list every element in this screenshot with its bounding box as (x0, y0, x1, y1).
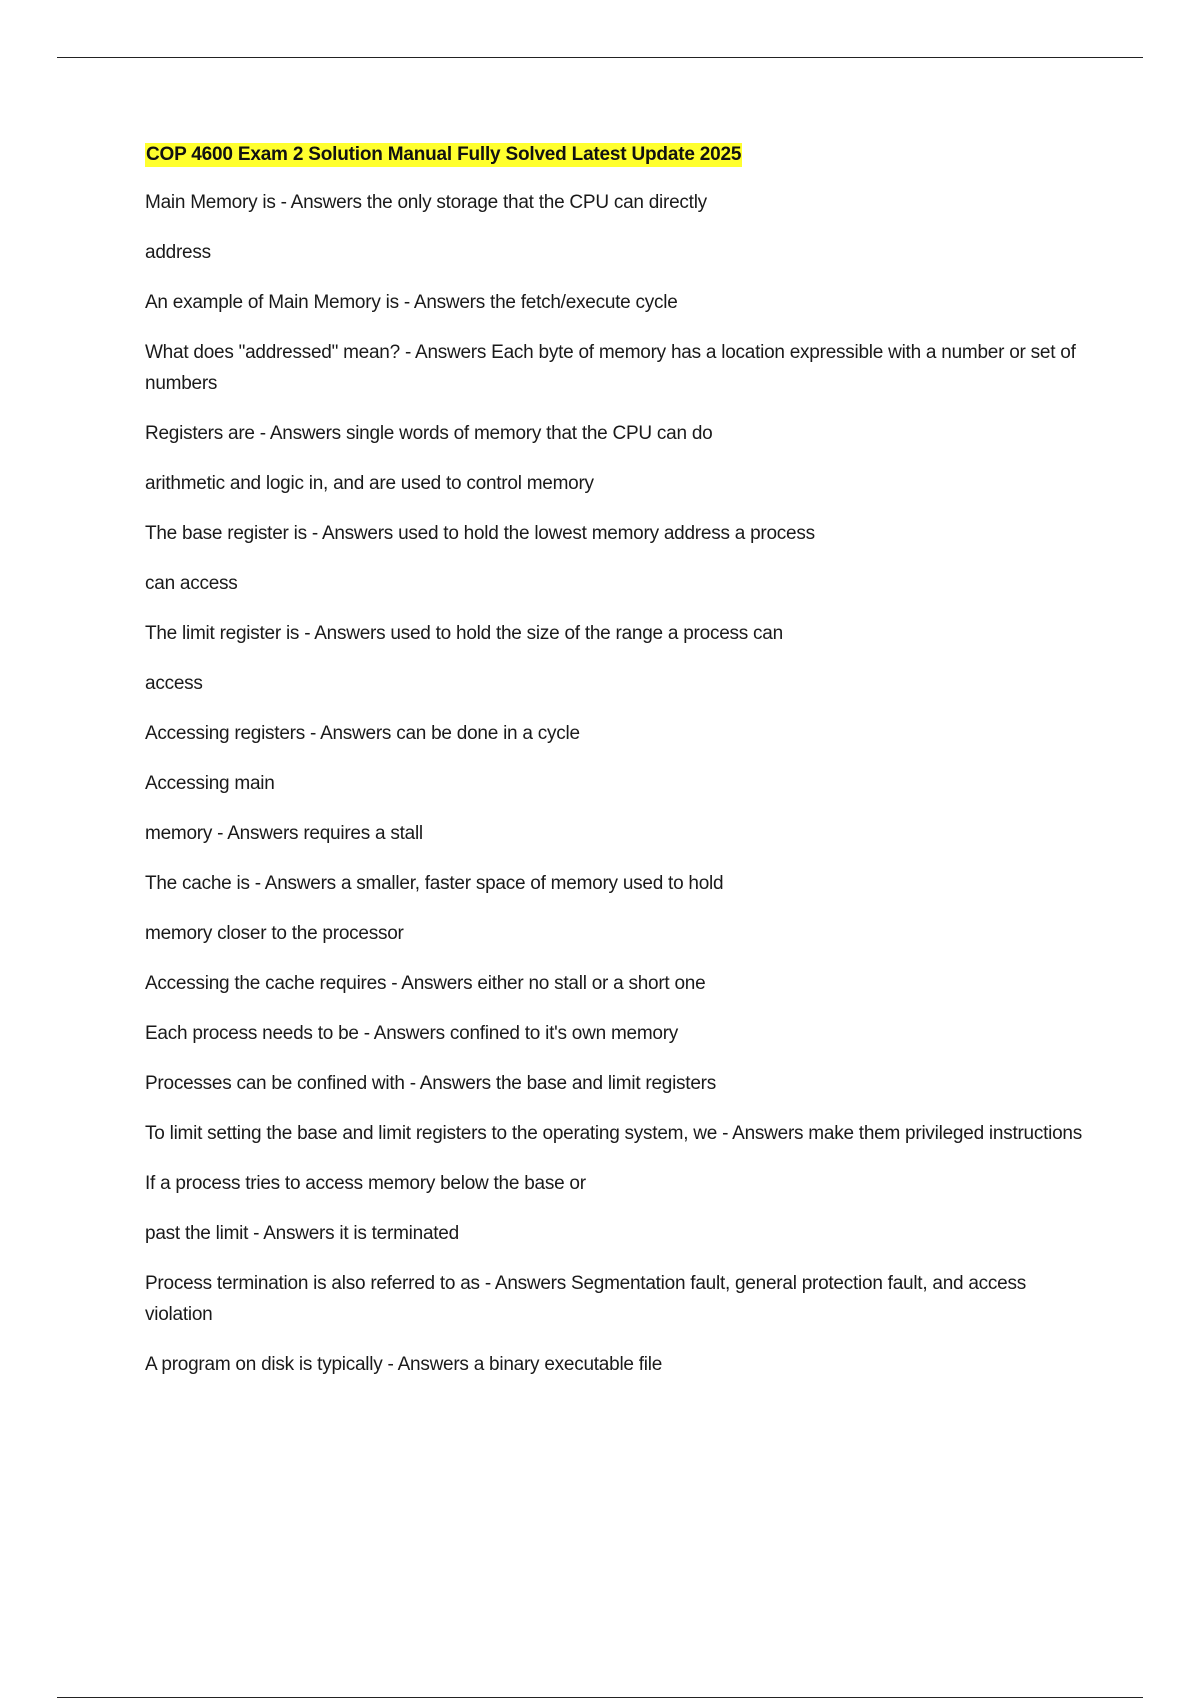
qa-line: Processes can be confined with - Answers the base and limit registers (145, 1073, 716, 1094)
qa-line: Accessing registers - Answers can be done in a cycle (145, 723, 580, 744)
qa-line: memory closer to the processor (145, 923, 404, 944)
footer-rule (57, 1697, 1143, 1698)
qa-line: Each process needs to be - Answers confined to it's own memory (145, 1023, 679, 1044)
qa-line: If a process tries to access memory below the base or (145, 1173, 586, 1194)
qa-line: Main Memory is - Answers the only storage that the CPU can directly (145, 192, 707, 213)
qa-line: arithmetic and logic in, and are used to control memory (145, 473, 594, 494)
document-title: COP 4600 Exam 2 Solution Manual Fully Solved Latest Update 2025 (146, 144, 742, 165)
qa-line: An example of Main Memory is - Answers the fetch/execute cycle (145, 292, 678, 313)
qa-line: Accessing the cache requires - Answers either no stall or a short one (145, 973, 706, 994)
document-body (145, 143, 1095, 1399)
qa-line: To limit setting the base and limit registers to the operating system, we - Answers make them privileged instructions (145, 1123, 1083, 1144)
qa-line: memory - Answers requires a stall (145, 823, 423, 844)
qa-line: address (145, 242, 211, 263)
qa-list (145, 187, 1095, 1380)
qa-line: The base register is - Answers used to hold the lowest memory address a process (145, 523, 815, 544)
header-rule (57, 57, 1143, 58)
qa-line: Registers are - Answers single words of memory that the CPU can do (145, 423, 713, 444)
qa-line: Accessing main (145, 773, 275, 794)
qa-line: Process termination is also referred to as - Answers Segmentation fault, general protection fault, and access violation (145, 1273, 1026, 1325)
qa-line: The limit register is - Answers used to hold the size of the range a process can (145, 623, 783, 644)
qa-line: What does "addressed" mean? - Answers Each byte of memory has a location expressible with a number or set of numbers (145, 342, 1076, 394)
qa-line: can access (145, 573, 238, 594)
qa-line: access (145, 673, 203, 694)
qa-line: The cache is - Answers a smaller, faster space of memory used to hold (145, 873, 724, 894)
qa-line: A program on disk is typically - Answers a binary executable file (145, 1354, 663, 1375)
qa-line: past the limit - Answers it is terminated (145, 1223, 459, 1244)
